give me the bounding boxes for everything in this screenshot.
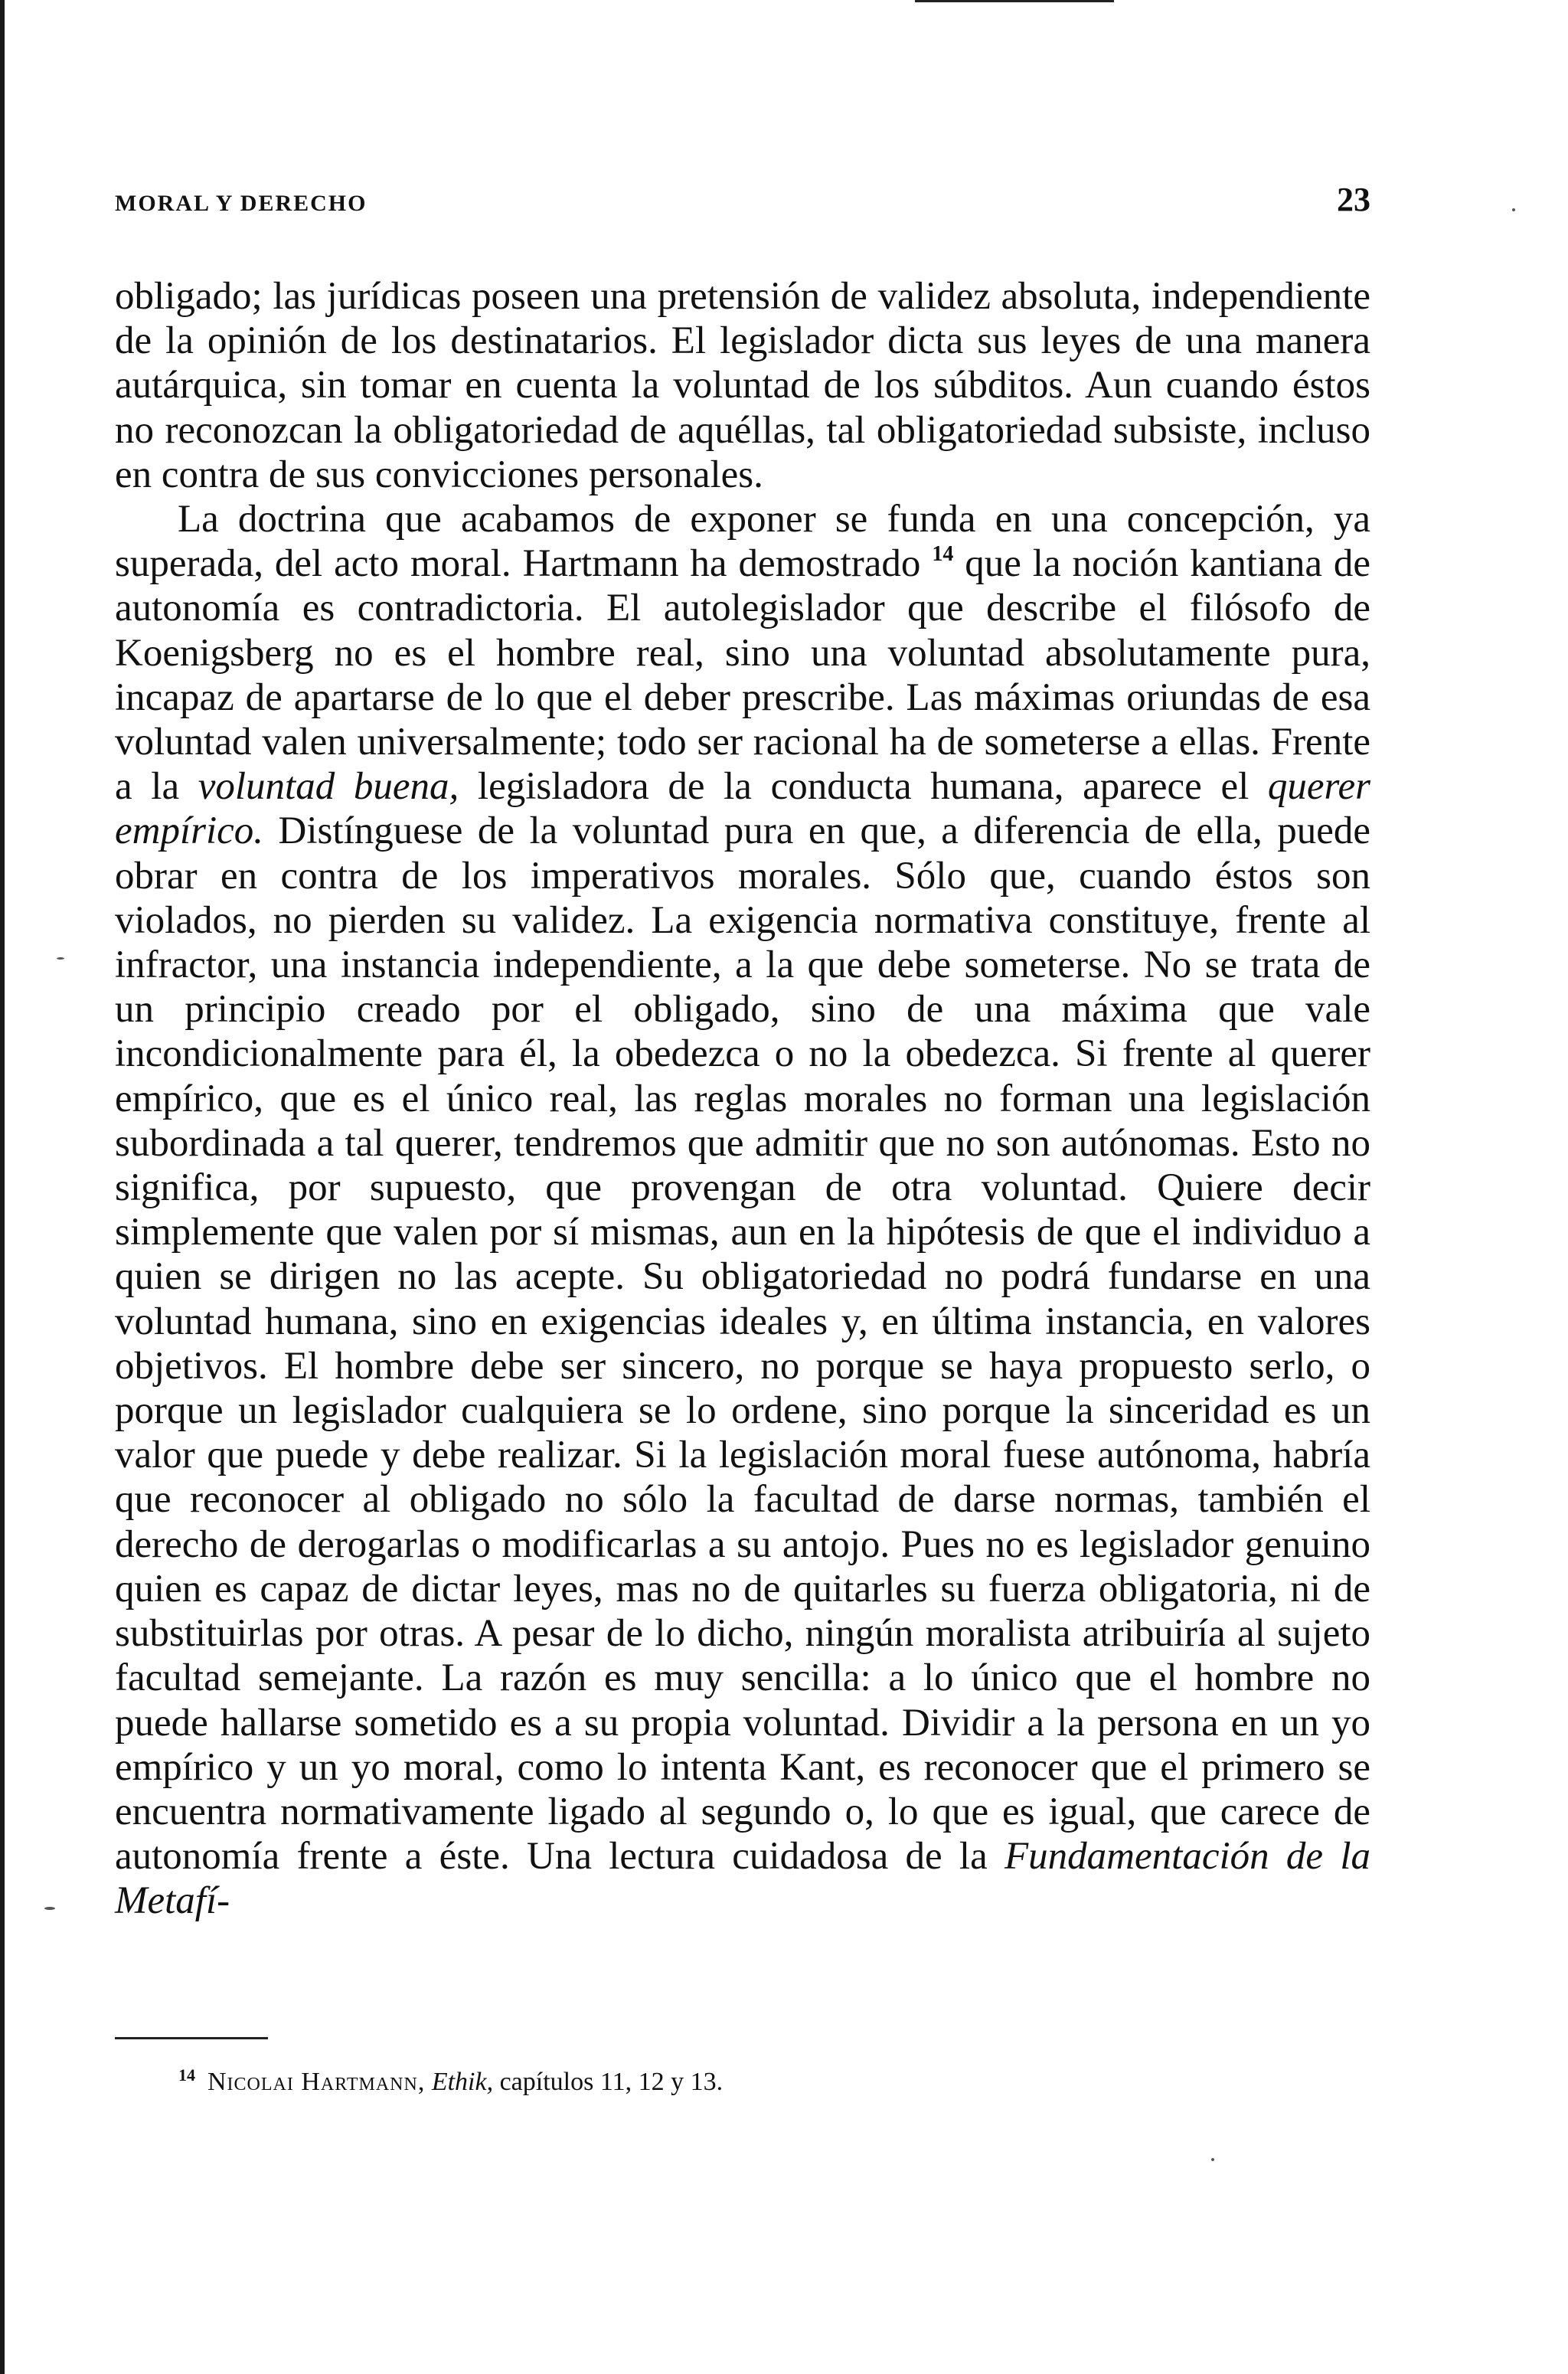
p2-text-1: La doctrina que acabamos de exponer se funda en una concepción, ya superada, del acto moral. Hartmann ha demostrado bbox=[115, 498, 1370, 586]
footnote-rule bbox=[115, 2037, 268, 2039]
p2-text-4: Distínguese de la voluntad pura en que, a diferencia de ella, puede obrar en contra de los imperativos morales. Sólo que, cuando éstos son violados, no pierden su validez. La exigencia normativa constituye, frente al infractor, una instancia independiente, a la que debe someterse. No se trata de un principio creado por el obligado, sino de una máxima que vale incondicionalmente para él, la obedezca o no la obedezca. Si frente al querer empírico, que es el único real, las reglas morales no forman una legislación subordinada a tal querer, tendremos que admitir que no son autónomas. Esto no significa, por supuesto, que provengan de otra voluntad. Quiere decir simplemente que valen por sí mismas, aun en la hipótesis de que el individuo a quien se dirigen no las acepte. Su obligatoriedad no podrá fundarse en una voluntad humana, sino en exigencias ideales y, en última instancia, en valores objetivos. El hombre debe ser sincero, no porque se haya propuesto serlo, o porque un legislador cualquiera se lo ordene, sino porque la sinceridad es un valor que puede y debe realizar. Si la legislación moral fuese autónoma, habría que reconocer al obligado no sólo la facultad de darse normas, también el derecho de derogarlas o modificarlas a su antojo. Pues no es legislador genuino quien es capaz de dictar leyes, mas no de quitarles su fuerza obligatoria, ni de substituirlas por otras. A pesar de lo dicho, ningún moralista atribuiría al sujeto facultad semejante. La razón es muy sencilla: a lo único que el hombre no puede hallarse sometido es a su propia voluntad. Dividir a la persona en un yo empírico y un yo moral, como lo intenta Kant, es reconocer que el primero se encuentra normativamente ligado al segundo o, lo que es igual, que carece de autonomía frente a éste. Una lectura cuidadosa de la bbox=[115, 809, 1371, 1879]
footnote bbox=[178, 2060, 1327, 2098]
scan-speck bbox=[1512, 208, 1515, 211]
scan-speck bbox=[44, 1907, 55, 1910]
emphasis-fundamentacion: Fundamentación de la Metafí- bbox=[115, 1835, 1371, 1923]
emphasis-voluntad-buena: voluntad buena, bbox=[198, 765, 459, 809]
footnote-author: Nicolai Hartmann, bbox=[207, 2068, 426, 2096]
paragraph-1: obligado; las jurídicas poseen una pretensión de validez absoluta, independiente de la opinión de los destinatarios. El legislador dicta sus leyes de una manera autárquica, sin tomar en cuenta la voluntad de los súbditos. Aun cuando éstos no reconozcan la obligatoriedad de aquéllas, tal obligatoriedad subsiste, incluso en contra de sus convicciones personales. bbox=[115, 275, 1370, 496]
footnote-work: Ethik, bbox=[431, 2068, 494, 2096]
p2-text-2: que la noción kantiana de autonomía es contradictoria. El autolegislador que describe el filósofo de Koenigsberg no es el hombre real, sino una voluntad absolutamente pura, incapaz de apartarse de lo que el deber prescribe. Las máximas oriundas de esa voluntad valen universalmente; todo ser racional ha de someterse a ellas. Frente a la bbox=[115, 542, 1371, 809]
running-head: MORAL Y DERECHO bbox=[115, 191, 368, 216]
paragraph-2 bbox=[115, 497, 1370, 1924]
main-text bbox=[115, 274, 1370, 1924]
footnote-number: 14 bbox=[178, 2065, 195, 2085]
scan-speck bbox=[57, 957, 64, 960]
page-header bbox=[115, 180, 1370, 219]
footnote-detail: capítulos 11, 12 y 13. bbox=[499, 2068, 724, 2096]
p2-text-3: legisladora de la conducta humana, aparece el bbox=[477, 765, 1250, 809]
scan-left-edge bbox=[0, 0, 5, 2374]
page-number: 23 bbox=[1337, 181, 1370, 218]
emphasis-querer-empirico: querer empírico. bbox=[115, 765, 1370, 853]
top-rule bbox=[915, 0, 1114, 2]
footnote-reference: 14 bbox=[932, 542, 954, 567]
scan-speck bbox=[1211, 2158, 1214, 2161]
